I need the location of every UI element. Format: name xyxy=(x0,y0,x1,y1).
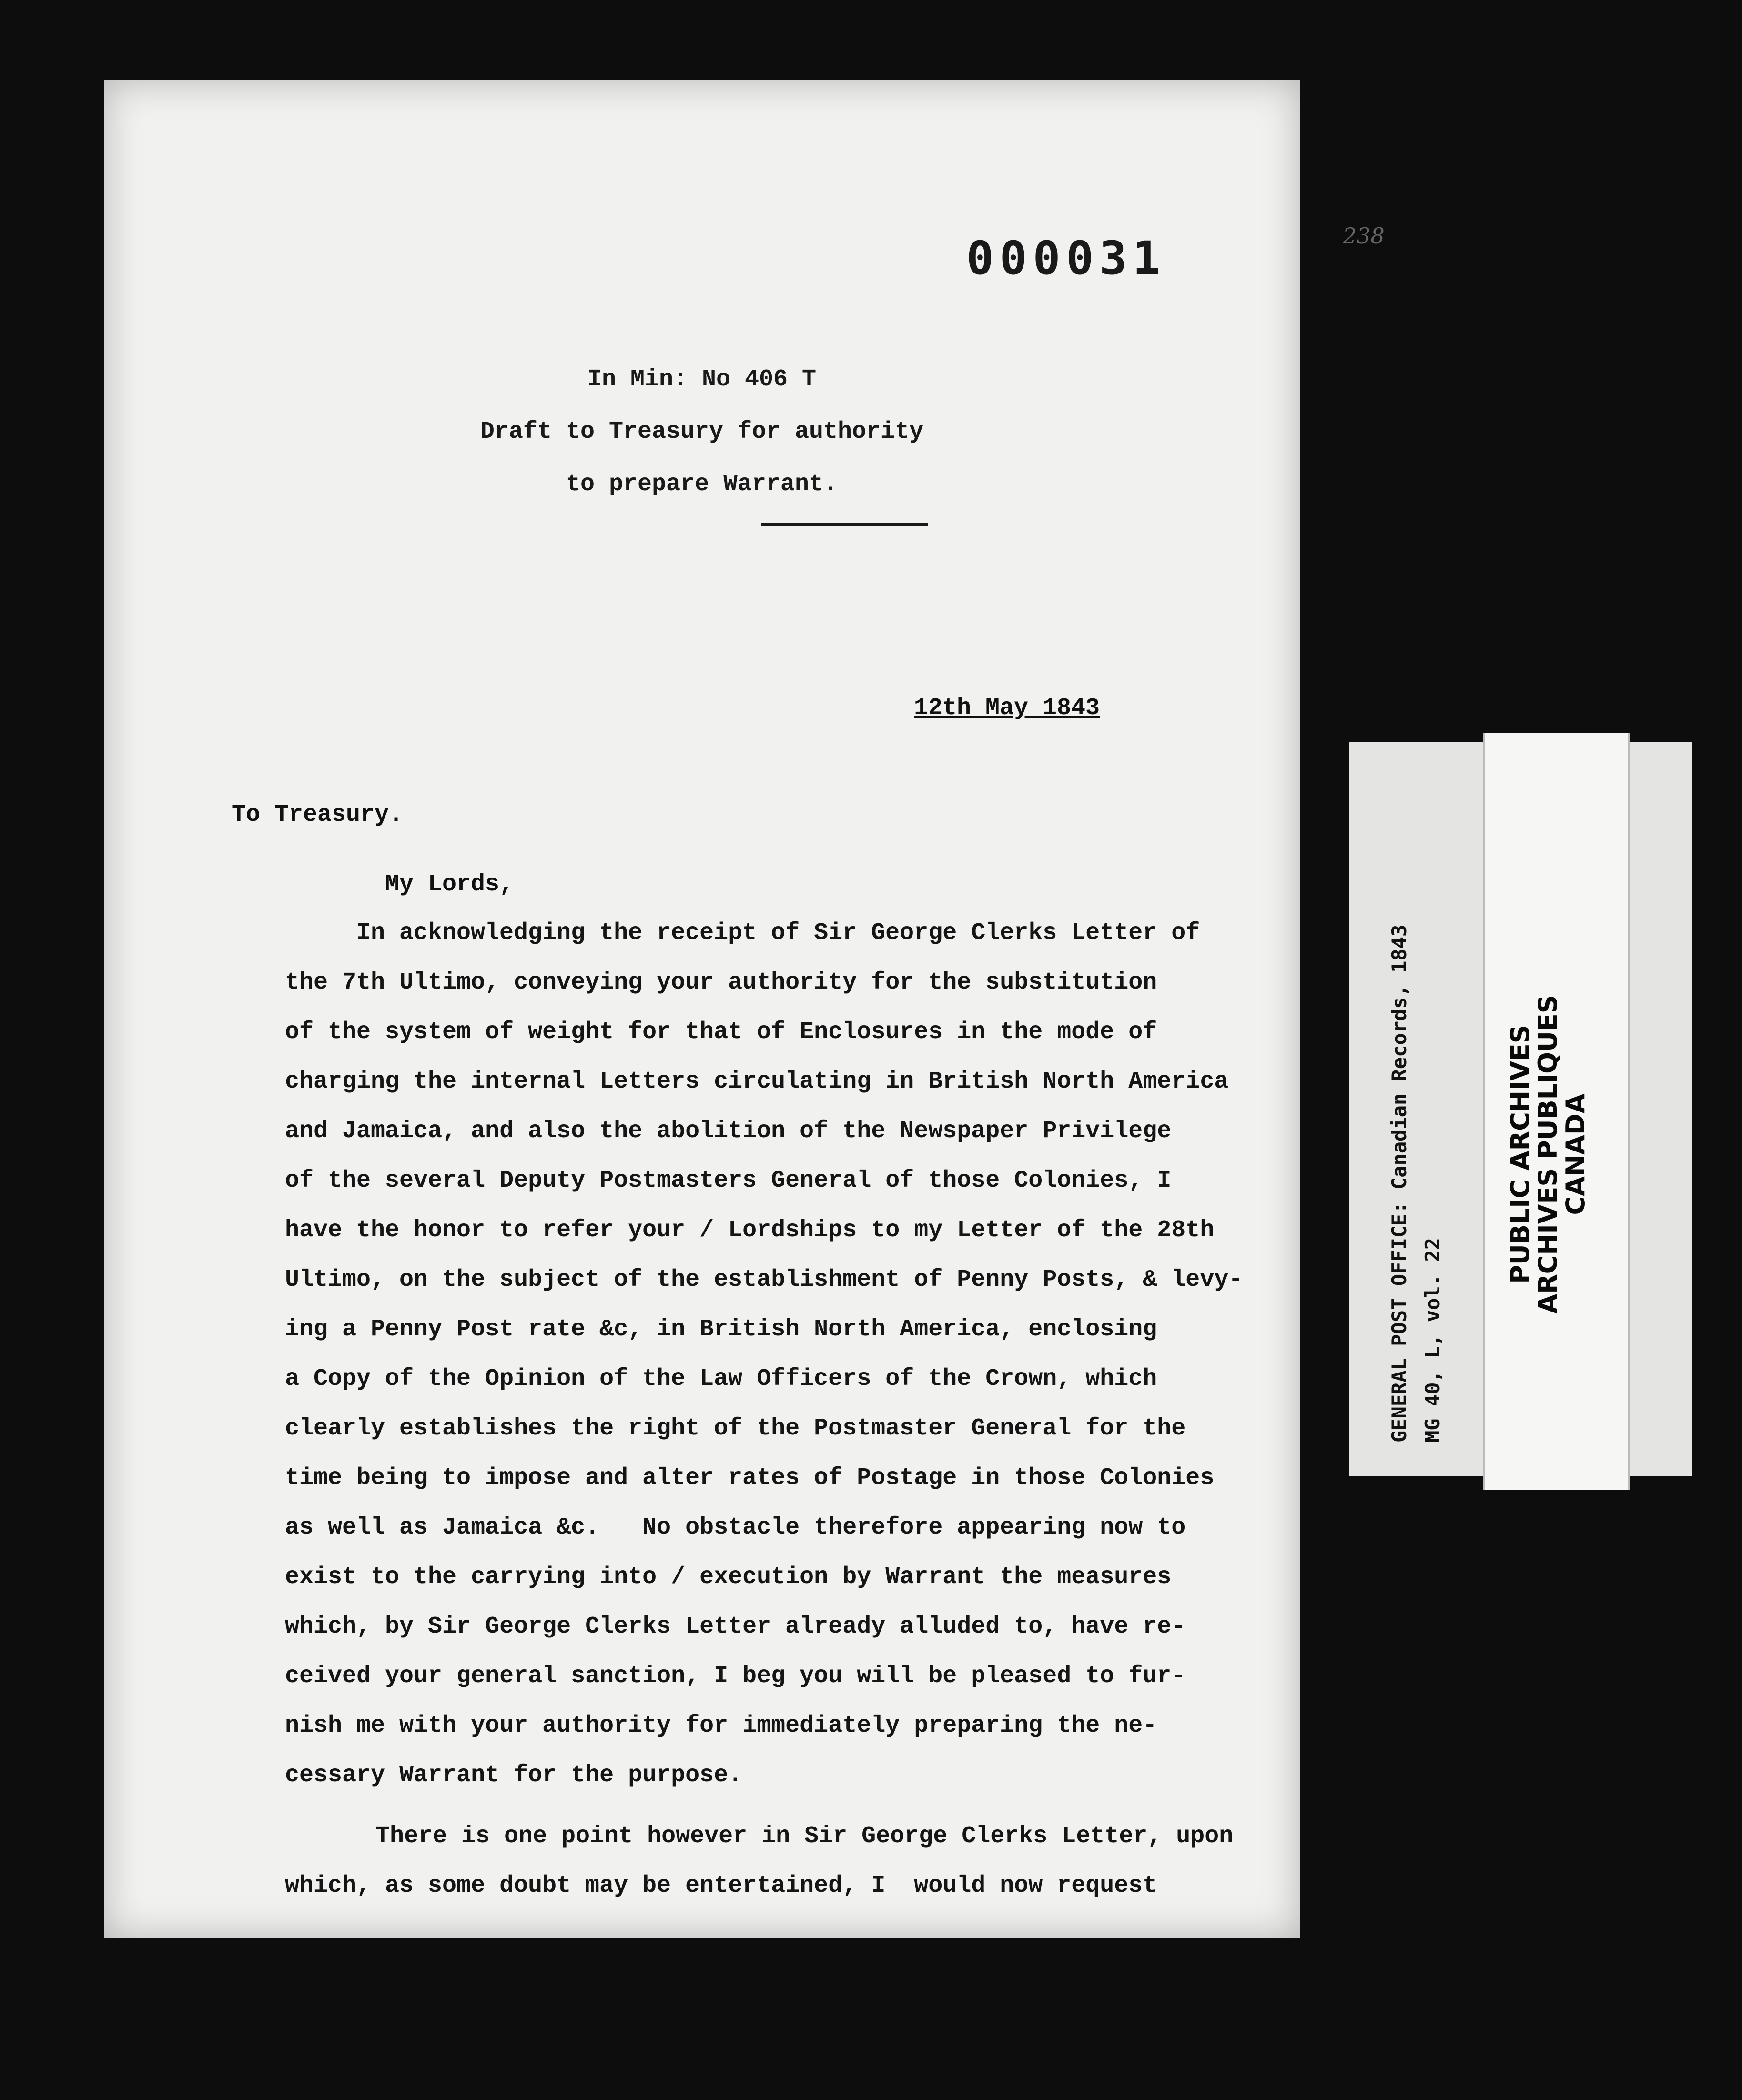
body-line: as well as Jamaica &c. No obstacle therefore appearing now to xyxy=(285,1514,1186,1541)
body-line: exist to the carrying into / execution by Warrant the measures xyxy=(285,1564,1172,1591)
archive-record-line: GENERAL POST OFFICE: Canadian Records, 1843 xyxy=(1388,924,1411,1443)
body-line: Ultimo, on the subject of the establishment of Penny Posts, & levy- xyxy=(285,1266,1243,1293)
archive-volume-line: MG 40, L, vol. 22 xyxy=(1421,1238,1444,1443)
body-line: and Jamaica, and also the abolition of the Newspaper Privilege xyxy=(285,1118,1172,1145)
archive-label xyxy=(1349,742,1692,1476)
body-line: time being to impose and alter rates of Postage in those Colonies xyxy=(285,1464,1215,1492)
salutation: My Lords, xyxy=(385,871,514,898)
body-line: of the system of weight for that of Enclosures in the mode of xyxy=(285,1019,1157,1046)
heading-line-2: Draft to Treasury for authority xyxy=(480,418,924,445)
letter-date: 12th May 1843 xyxy=(914,695,1100,722)
document-page xyxy=(104,80,1385,1938)
archive-stamp-line-3: CANADA xyxy=(1560,1093,1590,1215)
body-line: ceived your general sanction, I beg you will be pleased to fur- xyxy=(285,1663,1186,1690)
body-line: have the honor to refer your / Lordships to my Letter of the 28th xyxy=(285,1217,1215,1244)
heading-line-3: to prepare Warrant. xyxy=(566,471,838,498)
addressee: To Treasury. xyxy=(232,801,404,828)
heading-line-1: In Min: No 406 T xyxy=(587,366,817,393)
body-line: There is one point however in Sir George Clerks Letter, upon xyxy=(375,1823,1234,1850)
body-line: In acknowledging the receipt of Sir George Clerks Letter of xyxy=(356,919,1200,947)
body-line: which, as some doubt may be entertained, I would now request xyxy=(285,1872,1157,1899)
body-line: nish me with your authority for immediately preparing the ne- xyxy=(285,1712,1157,1739)
body-line: the 7th Ultimo, conveying your authority for the substitution xyxy=(285,969,1157,996)
heading-rule xyxy=(761,523,928,526)
body-line: ing a Penny Post rate &c, in British North America, enclosing xyxy=(285,1316,1157,1343)
archive-stamp-line-1: PUBLIC ARCHIVES xyxy=(1505,1025,1535,1284)
body-line: clearly establishes the right of the Postmaster General for the xyxy=(285,1415,1186,1442)
body-line: of the several Deputy Postmasters General of those Colonies, I xyxy=(285,1167,1172,1194)
body-line: which, by Sir George Clerks Letter already alluded to, have re- xyxy=(285,1613,1186,1640)
document-number: 000031 xyxy=(966,232,1166,285)
archive-stamp xyxy=(1507,952,1590,1357)
body-line: charging the internal Letters circulating in British North America xyxy=(285,1068,1229,1095)
page-number: 238 xyxy=(1343,223,1385,249)
archive-stamp-line-2: ARCHIVES PUBLIQUES xyxy=(1533,995,1563,1314)
body-line: cessary Warrant for the purpose. xyxy=(285,1762,743,1789)
body-line: a Copy of the Opinion of the Law Officers of the Crown, which xyxy=(285,1365,1157,1393)
